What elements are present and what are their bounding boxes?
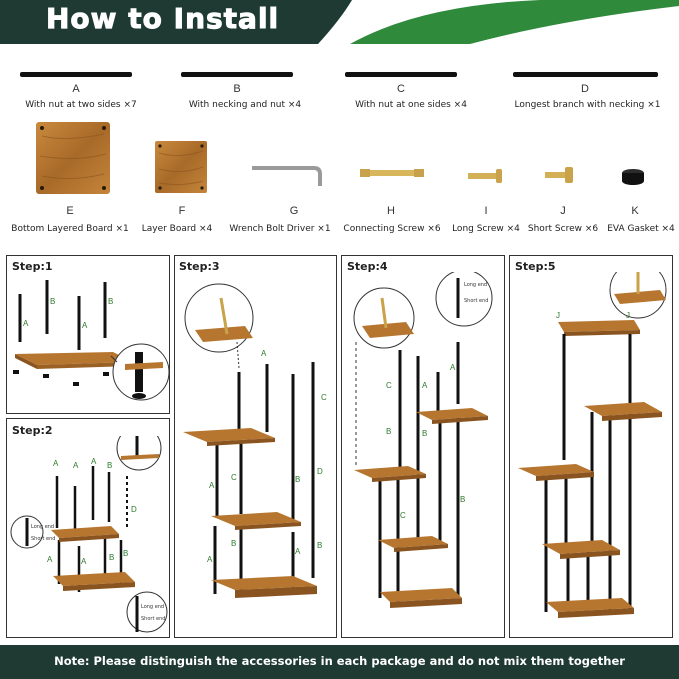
svg-text:D: D <box>131 505 137 514</box>
part-letter-b: B <box>233 83 241 95</box>
svg-text:B: B <box>422 429 428 438</box>
svg-text:C: C <box>231 473 237 482</box>
svg-text:B: B <box>109 553 115 562</box>
svg-text:A: A <box>91 457 97 466</box>
short-screw-image <box>545 167 577 183</box>
svg-text:J: J <box>626 311 630 320</box>
step-2-diagram <box>7 436 169 637</box>
connecting-screw-image <box>360 166 424 180</box>
svg-text:B: B <box>295 475 301 484</box>
svg-text:A: A <box>73 461 79 470</box>
svg-text:B: B <box>108 297 114 306</box>
svg-text:B: B <box>107 461 113 470</box>
step-3-diagram <box>175 272 336 637</box>
step-2-title: Step:2 <box>12 424 53 437</box>
long-end-callout-2b: Long end <box>141 604 165 610</box>
svg-text:B: B <box>460 495 466 504</box>
svg-text:C: C <box>321 393 327 402</box>
part-label-k: EVA Gasket ×4 <box>607 224 675 234</box>
step-5-diagram <box>510 272 672 637</box>
svg-text:B: B <box>231 539 237 548</box>
step-4-diagram <box>342 272 504 637</box>
part-letter-h: H <box>387 205 395 217</box>
svg-text:B: B <box>317 541 323 550</box>
part-letter-f: F <box>178 205 186 217</box>
short-end-callout-4: Short end <box>464 298 489 304</box>
rod-b-image <box>181 72 293 77</box>
svg-text:A: A <box>261 349 267 358</box>
svg-text:A: A <box>422 381 428 390</box>
part-label-c: With nut at one sides ×4 <box>355 100 467 110</box>
part-letter-c: C <box>397 83 405 95</box>
svg-text:A: A <box>295 547 301 556</box>
long-screw-image <box>468 169 506 183</box>
part-letter-d: D <box>581 83 589 95</box>
part-letter-a: A <box>72 83 80 95</box>
part-label-i: Long Screw ×4 <box>452 224 520 234</box>
part-label-g: Wrench Bolt Driver ×1 <box>229 224 331 234</box>
step-3-title: Step:3 <box>179 260 220 273</box>
svg-text:A: A <box>47 555 53 564</box>
step-1-title: Step:1 <box>12 260 53 273</box>
step-1-diagram <box>7 272 169 413</box>
rod-d-image <box>513 72 658 77</box>
part-label-f: Layer Board ×4 <box>141 224 213 234</box>
wrench-icon <box>252 160 326 188</box>
part-letter-j: J <box>560 205 566 217</box>
rod-c-image <box>345 72 457 77</box>
step-5-title: Step:5 <box>515 260 556 273</box>
bottom-board-image <box>36 122 110 194</box>
part-label-d: Longest branch with necking ×1 <box>514 100 661 110</box>
long-end-callout-2a: Long end <box>31 524 55 530</box>
eva-gasket-image <box>621 168 645 186</box>
svg-text:C: C <box>400 511 406 520</box>
long-end-callout-4: Long end <box>464 282 488 288</box>
part-label-b: With necking and nut ×4 <box>188 100 302 110</box>
part-letter-k: K <box>631 205 639 217</box>
layer-board-image <box>155 141 207 193</box>
svg-text:A: A <box>82 321 88 330</box>
svg-text:D: D <box>317 467 323 476</box>
part-label-j: Short Screw ×6 <box>527 224 599 234</box>
svg-text:A: A <box>450 363 456 372</box>
svg-text:A: A <box>209 481 215 490</box>
part-label-h: Connecting Screw ×6 <box>343 224 441 234</box>
svg-text:J: J <box>556 311 560 320</box>
step-4-title: Step:4 <box>347 260 388 273</box>
part-letter-e: E <box>66 205 74 217</box>
page-title: How to Install <box>46 2 280 35</box>
svg-text:B: B <box>386 427 392 436</box>
part-letter-i: I <box>484 205 488 217</box>
rod-a-image <box>20 72 132 77</box>
part-label-a: With nut at two sides ×7 <box>25 100 137 110</box>
footer-note: Note: Please distinguish the accessories in each package and do not mix them together <box>54 654 625 668</box>
svg-text:A: A <box>81 557 87 566</box>
svg-text:A: A <box>23 319 29 328</box>
svg-text:B: B <box>123 549 129 558</box>
short-end-callout-2b: Short end <box>141 616 166 622</box>
svg-text:C: C <box>386 381 392 390</box>
part-label-e: Bottom Layered Board ×1 <box>11 224 129 234</box>
svg-text:A: A <box>53 459 59 468</box>
short-end-callout-2a: Short end <box>31 536 56 542</box>
part-letter-g: G <box>289 205 299 217</box>
svg-text:B: B <box>50 297 56 306</box>
svg-text:A: A <box>207 555 213 564</box>
